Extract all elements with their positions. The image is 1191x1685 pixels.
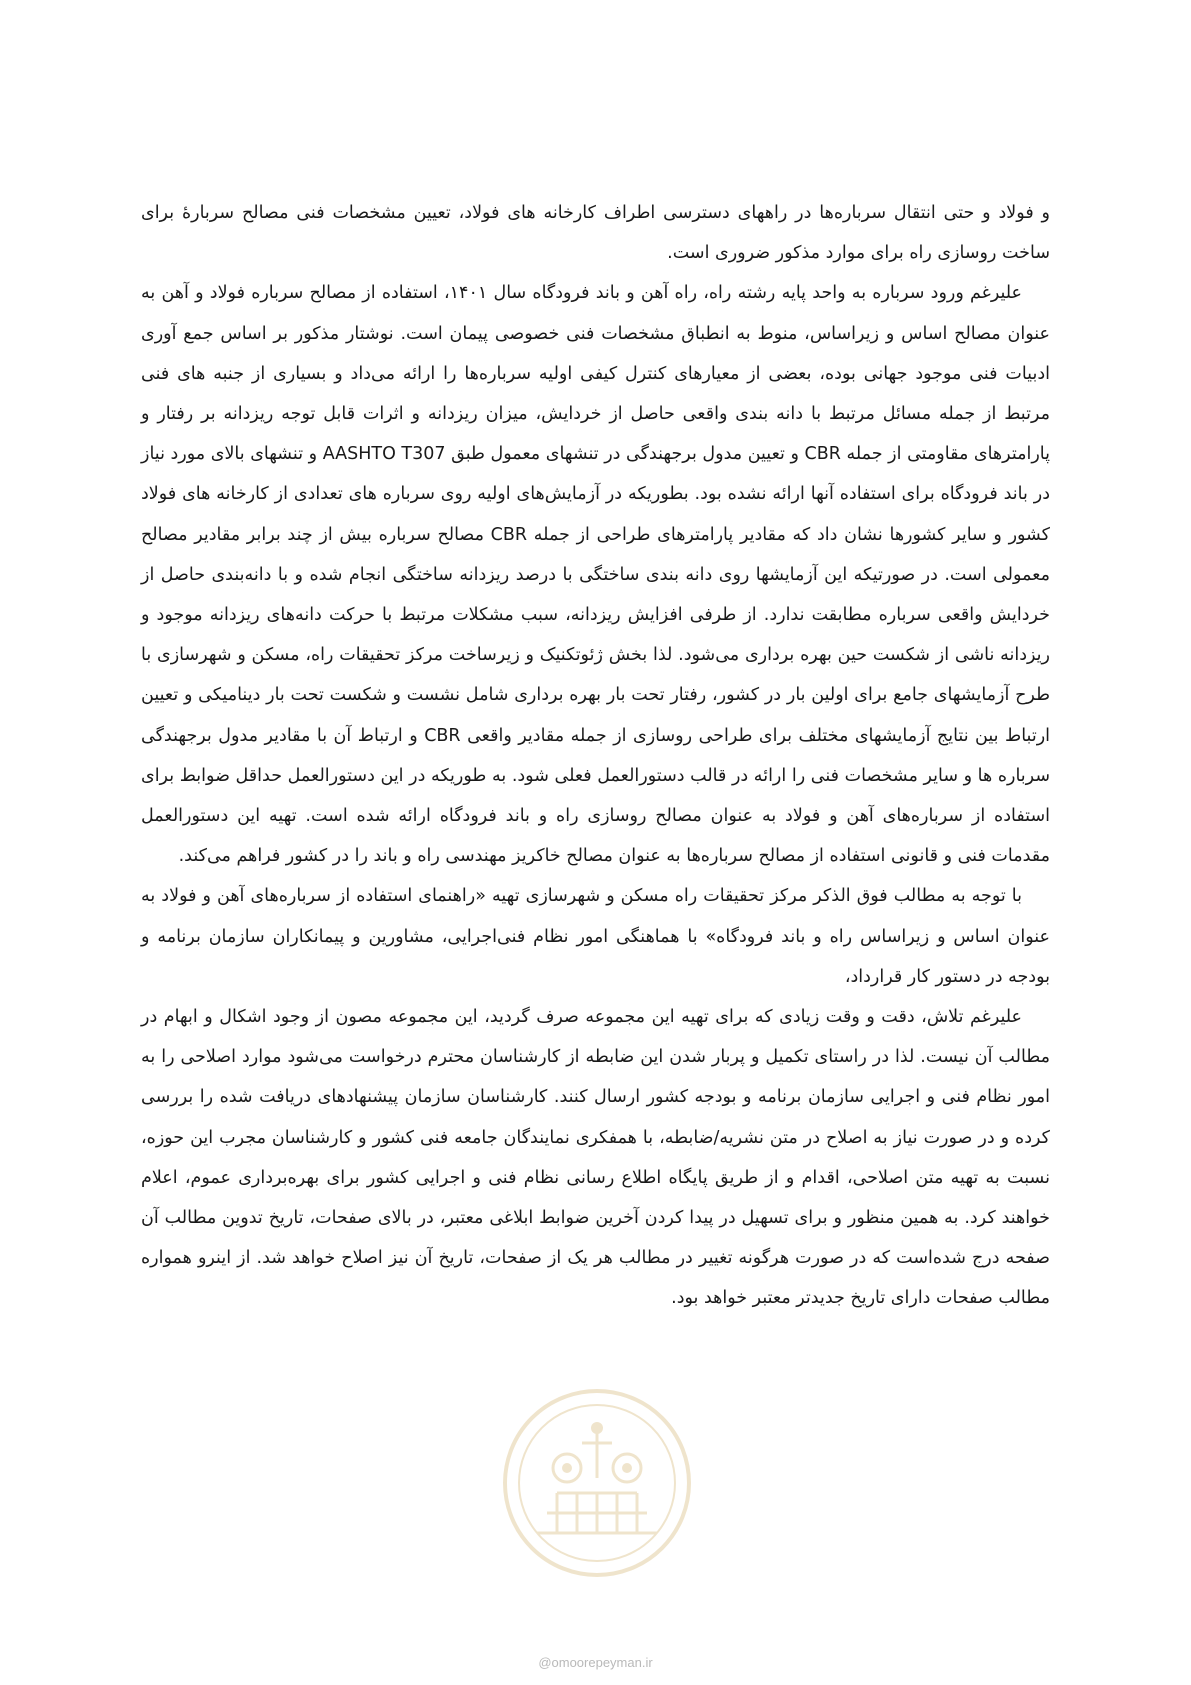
paragraph-feedback-request: علیرغم تلاش، دقت و وقت زیادی که برای تهیه این مجموعه صرف گردید، این مجموعه مصون از وجود اشکال و ابهام در مطالب آن نیست. لذا در راستای تکمیل و پربار شدن این ضابطه از کارشناسان محترم درخواست می‌شود موارد اصلاحی را به امور نظام فنی و اجرایی سازمان برنامه و بودجه کشور ارسال کنند. کارشناسان سازمان پیشنهادهای دریافت شده را بررسی کرده و در صورت نیاز به اصلاح در متن نشریه/ضابطه، با همفکری نمایندگان جامعه فنی کشور و کارشناسان مجرب این حوزه، نسبت به تهیه متن اصلاحی، اقدام و از طریق پایگاه اطلاع رسانی نظام فنی و اجرایی کشور برای بهره‌برداری عموم، اعلام خواهند کرد. به همین منظور و برای تسهیل در پیدا کردن آخرین ضوابط ابلاغی معتبر، در بالای صفحات، تاریخ تدوین مطالب آن صفحه درج شده‌است که در صورت هرگونه تغییر در مطالب هر یک از صفحات، تاریخ آن نیز اصلاح خواهد شد. از اینرو همواره مطالب صفحات دارای تاریخ جدیدتر معتبر خواهد بود. — [141, 1007, 1050, 1309]
paragraph-slag-usage: علیرغم ورود سرباره به واحد پایه رشته راه، راه آهن و باند فرودگاه سال ۱۴۰۱، استفاده از مصالح سرباره فولاد و آهن به عنوان مصالح اساس و زیراساس، منوط به انطباق مشخصات فنی خصوصی پیمان است. نوشتار مذکور بر اساس جمع آوری ادبیات فنی موجود جهانی بوده، بعضی از معیارهای کنترل کیفی اولیه سرباره‌ها را ارائه می‌داد و بسیاری از جنبه های فنی مرتبط از جمله مسائل مرتبط با دانه بندی واقعی حاصل از خردایش، میزان ریزدانه و اثرات قابل توجه ریزدانه بر رفتار و پارامترهای مقاومتی از جمله CBR و تعیین مدول برجهندگی در تنشهای معمول طبق AASHTO T307 و تنشهای بالای مورد نیاز در باند فرودگاه برای استفاده آنها ارائه نشده بود. بطوریکه در آزمایش‌های اولیه روی سرباره های تعدادی از کارخانه های فولاد کشور و سایر کشورها نشان داد که مقادیر پارامترهای طراحی از جمله CBR مصالح سرباره بیش از چند برابر مقادیر مصالح معمولی است. در صورتیکه این آزمایشها روی دانه بندی ساختگی با درصد ریزدانه ساختگی انجام شده و با دانه‌بندی حاصل از خردایش واقعی سرباره مطابقت ندارد. از طرفی افزایش ریزدانه، سبب مشکلات مرتبط با حرکت دانه‌های ریزدانه موجود و ریزدانه ناشی از شکست حین بهره برداری می‌شود. لذا بخش ژئوتکنیک و زیرساخت مرکز تحقیقات راه، مسکن و شهرسازی با طرح آزمایشهای جامع برای اولین بار در کشور، رفتار تحت بار بهره برداری شامل نشست و شکست تحت بار دینامیکی و تعیین ارتباط بین نتایج آزمایشهای مختلف برای طراحی روسازی از جمله مقادیر واقعی CBR و ارتباط آن با مقادیر مدول برجهندگی سرباره ها و سایر مشخصات فنی را ارائه در قالب دستورالعمل فعلی شود. به طوریکه در این دستورالعمل حداقل ضوابط برای استفاده از سرباره‌های آهن و فولاد به عنوان مصالح روسازی راه و باند فرودگاه ارائه شده است. تهیه این دستورالعمل مقدمات فنی و قانونی استفاده از مصالح سرباره‌ها به عنوان مصالح خاکریز مهندسی راه و باند را در کشور فراهم می‌کند. — [141, 283, 1051, 867]
document-body — [141, 193, 1050, 1319]
footer-website: @omoorepeyman.ir — [538, 1655, 653, 1670]
paragraph-continuation: و فولاد و حتی انتقال سرباره‌ها در راههای دسترسی اطراف کارخانه های فولاد، تعیین مشخصات فنی مصالح سربارهٔ برای ساخت روسازی راه برای موارد مذکور ضروری است. — [141, 203, 1050, 264]
paragraph-guideline-preparation: با توجه به مطالب فوق الذکر مرکز تحقیقات راه مسکن و شهرسازی تهیه «راهنمای استفاده از سرباره‌های آهن و فولاد به عنوان اساس و زیراساس راه و باند فرودگاه» با هماهنگی امور نظام فنی‌اجرایی، مشاورین و پیمانکاران سازمان برنامه و بودجه در دستور کار قرارداد، — [141, 886, 1050, 987]
omoore-peyman-seal-icon — [497, 1383, 697, 1583]
